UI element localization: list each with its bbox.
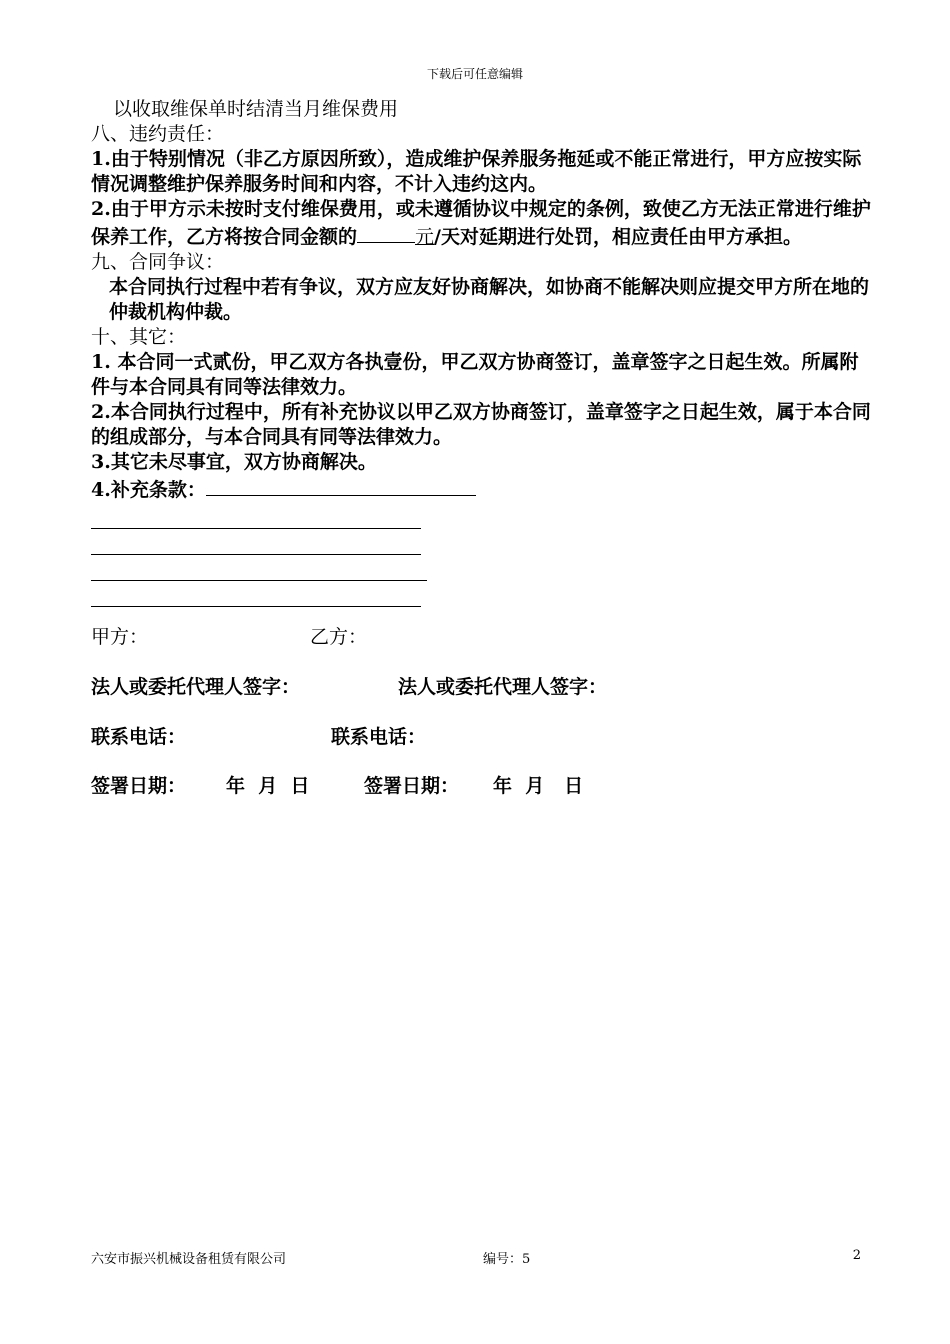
item-text: 由于特别情况（非乙方原因所致），造成维护保养服务拖延或不能正常进行，甲方应按实际情况调整维护保养服务时间和内容，不计入违约这内。 xyxy=(91,148,862,195)
supplementary-terms-blank[interactable] xyxy=(206,475,476,496)
item-number: 3. xyxy=(91,451,111,473)
item-number: 1. xyxy=(91,148,111,170)
party-a-label: 甲方： xyxy=(91,626,149,648)
section-8-title: 八、违约责任： xyxy=(91,123,225,145)
section-10-title: 十、其它： xyxy=(91,326,187,348)
item-number: 2. xyxy=(91,198,111,220)
date-b-value: 年 月 日 xyxy=(493,775,584,797)
section-10-item-1 xyxy=(91,350,871,400)
phone-a-label: 联系电话： xyxy=(91,726,187,748)
item-text-cont: /天对延期进行处罚，相应责任由甲方承担。 xyxy=(434,226,802,248)
item-text: 由于甲方示未按时支付维保费用，或未遵循协议中规定的条例，致使乙方无法正常进行维护保养工作，乙方将按合同金额的 xyxy=(91,198,871,248)
section-10-item-4 xyxy=(91,475,871,503)
contract-body xyxy=(91,97,871,607)
supplementary-line-4[interactable] xyxy=(91,581,421,607)
item-number: 4. xyxy=(91,479,111,501)
item-text: 补充条款： xyxy=(110,479,206,501)
date-a-label: 签署日期： xyxy=(91,775,187,797)
phone-b-label: 联系电话： xyxy=(331,726,427,748)
supplementary-line-1[interactable] xyxy=(91,503,421,529)
item-text: 本合同一式贰份，甲乙双方各执壹份，甲乙双方协商签订，盖章签字之日起生效。所属附件与本合同具有同等法律效力。 xyxy=(91,351,859,398)
item-number: 2. xyxy=(91,401,111,423)
section-8-item-2 xyxy=(91,197,871,250)
page-header: 下载后可任意编辑 xyxy=(426,67,523,81)
rep-b-label: 法人或委托代理人签字： xyxy=(398,676,608,698)
rep-a-label: 法人或委托代理人签字： xyxy=(91,676,301,698)
supplementary-line-2[interactable] xyxy=(91,529,421,555)
item-text: 其它未尽事宜，双方协商解决。 xyxy=(110,451,377,473)
penalty-unit: 元 xyxy=(415,226,435,248)
party-b-label: 乙方： xyxy=(310,626,368,648)
section-9-title: 九、合同争议： xyxy=(91,251,225,273)
section-9-text: 本合同执行过程中若有争议，双方应友好协商解决，如协商不能解决则应提交甲方所在地的仲裁机构仲裁。 xyxy=(109,276,870,323)
supplementary-line-3[interactable] xyxy=(91,555,427,581)
section-10-item-3 xyxy=(91,450,871,475)
item-text: 本合同执行过程中，所有补充协议以甲乙双方协商签订，盖章签字之日起生效，属于本合同的组成部分，与本合同具有同等法律效力。 xyxy=(91,401,871,448)
date-b-label: 签署日期： xyxy=(364,775,460,797)
date-a-value: 年 月 日 xyxy=(226,775,310,797)
section-8-item-1 xyxy=(91,147,871,197)
item-number: 1. xyxy=(91,351,111,373)
page-number: 2 xyxy=(852,1248,861,1263)
company-name: 六安市振兴机械设备租赁有限公司 xyxy=(91,1252,287,1267)
section-10-item-2 xyxy=(91,400,871,450)
serial-number: 编号：5 xyxy=(483,1252,531,1267)
fee-settlement-line: 以收取维保单时结清当月维保费用 xyxy=(113,98,399,120)
penalty-amount-blank[interactable] xyxy=(357,222,415,243)
